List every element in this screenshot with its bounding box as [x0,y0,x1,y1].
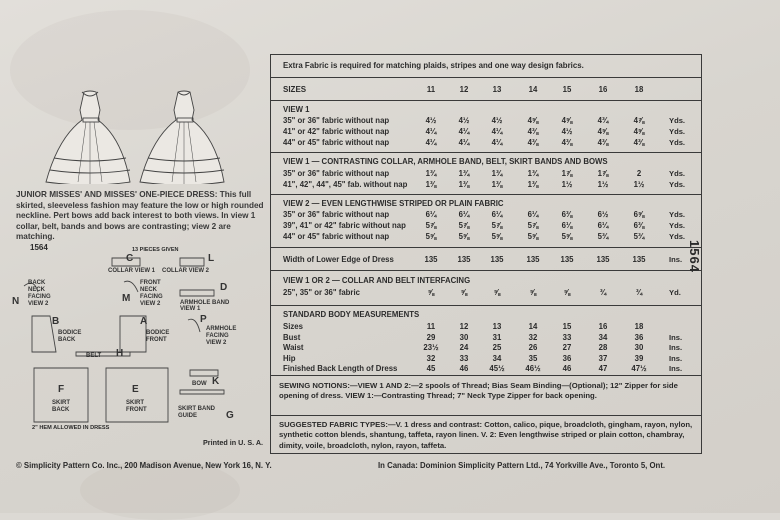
table-cell: ⅝ [427,288,435,297]
table-cell: 4½ [458,116,470,125]
row-unit: Yds. [669,127,686,136]
table-cell: 34 [492,353,502,363]
table-cell: 135 [560,255,574,264]
divider [271,152,701,153]
table-cell: 4¾ [597,116,609,125]
table-cell: 6¼ [491,210,503,219]
table-cell: 4⅜ [527,138,539,147]
table-cell: 1½ [597,180,609,189]
table-cell: 6¼ [425,210,437,219]
table-cell: 33 [562,332,572,342]
piece-n: N [12,296,20,307]
footer-copyright: © Simplicity Pattern Co. Inc., 200 Madison Avenue, New York 16, N. Y. [16,461,272,470]
table-cell: 135 [526,255,540,264]
piece-h: H [116,348,124,359]
table-cell: 5⅝ [425,232,437,241]
table-cell: 135 [632,255,646,264]
table-cell: 4¼ [491,127,503,136]
table-cell: 36 [634,332,644,342]
table-cell: 11 [426,322,436,331]
body-measurements-title: STANDARD BODY MEASUREMENTS [283,310,420,319]
table-cell: 5⅝ [561,232,573,241]
table-cell: 45½ [489,364,505,373]
row-label: 41", 42", 44", 45" fab. without nap [283,180,408,189]
piece-p: P [200,314,207,325]
row-label: Sizes [283,322,303,331]
table-cell: 135 [596,255,610,264]
table-cell: 47½ [631,364,647,373]
table-cell: 4⅜ [597,138,609,147]
piece-b-label: BODICE BACK [58,330,82,343]
view1-title: VIEW 1 [283,105,310,114]
piece-b: B [52,316,60,327]
table-cell: 5⅞ [425,221,437,230]
table-cell: 5⅞ [527,221,539,230]
table-cell: 1⅞ [561,169,573,178]
row-unit: Yds. [669,169,686,178]
table-cell: 32 [426,353,436,363]
view2-title: VIEW 2 — EVEN LENGTHWISE STRIPED OR PLAIN FABRIC [283,199,504,208]
table-cell: 2 [636,169,642,178]
row-label: 35" or 36" fabric without nap [283,210,390,219]
piece-a-label: BODICE FRONT [146,330,170,343]
table-cell: 32 [528,332,538,342]
table-cell: 4¼ [425,127,437,136]
table-cell: 135 [457,255,471,264]
table-cell: 46½ [525,364,541,373]
row-unit: Ins. [669,353,683,363]
table-cell: 27 [562,343,572,352]
table-cell: 16 [598,322,608,331]
table-cell: ⅝ [529,288,537,297]
interfacing-title: VIEW 1 OR 2 — COLLAR AND BELT INTERFACING [283,276,471,285]
size-header: 16 [598,85,608,94]
table-cell: 35 [528,353,538,363]
table-cell: 29 [426,332,436,342]
table-cell: 46 [459,364,469,373]
table-cell: 31 [492,332,502,342]
pieces-given: 13 PIECES GIVEN [132,247,179,253]
row-unit: Ins. [669,343,683,352]
row-label: 41" or 42" fabric without nap [283,127,390,136]
divider [271,375,701,376]
hem-note: 2" HEM ALLOWED IN DRESS [32,425,110,431]
table-cell: 5¾ [633,232,645,241]
pattern-description-text: This full skirted, sleeveless fashion may feature the low or high rounded neckline. Pert bows add back interest to both views. In view 1 collar, belt, bands and bows are contrasting; view 2 are matching. [16,190,264,242]
piece-m: M [122,293,131,304]
table-cell: 5⅝ [527,232,539,241]
table-cell: 37 [598,353,608,363]
view1-contrast-title: VIEW 1 — CONTRASTING COLLAR, ARMHOLE BAND, BELT, SKIRT BANDS AND BOWS [283,157,608,166]
table-cell: 23½ [423,343,439,352]
piece-c: C [126,253,134,264]
divider [271,247,701,248]
row-unit: Ins. [669,332,683,342]
table-cell: 4¼ [458,127,470,136]
table-cell: 4⅝ [633,127,645,136]
table-cell: 24 [459,343,469,352]
table-cell: 1¾ [527,169,539,178]
piece-k: K [212,376,220,387]
table-cell: 1¾ [425,169,437,178]
row-label: Bust [283,332,301,342]
table-cell: 5⅝ [491,232,503,241]
row-unit: Yds. [669,116,686,125]
table-cell: 26 [528,343,538,352]
sewing-notions: SEWING NOTIONS:—VIEW 1 AND 2:—2 spools of Thread; Bias Seam Binding—(Optional); 12" Zipper for side opening of dress. VIEW 1:—Contrasting Thread; 7" Neck Type Zipper for back opening. [279,381,678,401]
table-cell: 6⅜ [633,221,645,230]
row-label: Width of Lower Edge of Dress [283,255,394,264]
sizes-label: SIZES [283,85,307,94]
piece-l: L [208,253,215,264]
table-cell: 6¼ [597,221,609,230]
table-cell: 5¾ [597,232,609,241]
piece-m-label: FRONT NECK FACING VIEW 2 [140,280,163,307]
row-label: 44" or 45" fabric without nap [283,232,390,241]
size-header: 11 [426,85,436,94]
size-header: 15 [562,85,572,94]
row-label: 25", 35" or 36" fabric [283,288,360,297]
row-label: 35" or 36" fabric without nap [283,169,390,178]
table-cell: 33 [459,353,469,363]
piece-g-label: SKIRT BAND GUIDE [178,406,215,419]
table-cell: 4½ [561,127,573,136]
table-cell: 18 [634,322,644,331]
yardage-table [270,54,702,454]
suggested-fabric-types: SUGGESTED FABRIC TYPES:—V. 1 dress and contrast: Cotton, calico, pique, broadcloth, gingham, rayon, nylon, synthetic cotton blends, shantung, taffeta, rayon linen. V. 2: Even lengthwise striped or plain cotton, chambray, dimity, voile, broadcloth, nylon, rayon, taffeta. [279,420,693,450]
row-label: Waist [283,343,304,352]
table-cell: 6¼ [458,210,470,219]
table-cell: 4½ [425,116,437,125]
table-cell: 4½ [491,116,503,125]
table-cell: 1¾ [458,169,470,178]
piece-g: G [226,410,234,421]
table-cell: 6⅜ [561,210,573,219]
table-cell: ¾ [599,288,607,297]
table-cell: 1⅞ [597,169,609,178]
pattern-title: JUNIOR MISSES' AND MISSES' ONE-PIECE DRESS: [16,190,218,199]
table-cell: 5⅝ [458,232,470,241]
footer-canada: In Canada: Dominion Simplicity Pattern Ltd., 74 Yorkville Ave., Toronto 5, Ont. [378,461,666,470]
printed-in-usa: Printed in U. S. A. [203,438,264,447]
size-header: 14 [528,85,538,94]
table-cell: 25 [492,343,502,352]
row-unit: Yds. [669,138,686,147]
row-label: Finished Back Length of Dress [283,364,398,373]
table-cell: 15 [562,322,572,331]
table-cell: 6⅝ [633,210,645,219]
row-label: 35" or 36" fabric without nap [283,116,390,125]
table-cell: 1⅜ [527,180,539,189]
row-unit: Yds. [669,180,686,189]
row-unit: Yd. [669,288,681,297]
table-cell: 6¼ [527,210,539,219]
piece-f-label: SKIRT BACK [52,400,70,413]
table-cell: 4⅝ [597,127,609,136]
table-cell: 4¼ [491,138,503,147]
piece-e-label: SKIRT FRONT [126,400,147,413]
pattern-number-small: 1564 [30,243,48,252]
table-cell: 4¼ [458,138,470,147]
divider [271,305,701,306]
piece-n-label: BACK NECK FACING VIEW 2 [28,280,51,307]
table-cell: 13 [492,322,502,331]
table-cell: 4⅞ [633,116,645,125]
table-cell: 45 [426,364,436,373]
row-unit: Yds. [669,232,686,241]
table-cell: ⅝ [460,288,468,297]
table-cell: 14 [528,322,538,331]
table-cell: 1½ [561,180,573,189]
table-cell: 5⅞ [491,221,503,230]
piece-l-label: COLLAR VIEW 2 [162,268,210,274]
table-cell: 4⅝ [561,116,573,125]
table-cell: 36 [562,353,572,363]
piece-d: D [220,282,228,293]
table-cell: 1⅜ [491,180,503,189]
divider [271,100,701,101]
piece-e: E [132,384,139,395]
piece-h-label: BELT [86,353,102,359]
table-cell: 1⅜ [425,180,437,189]
table-cell: 1½ [633,180,645,189]
divider [271,77,701,78]
row-unit: Yds. [669,221,686,230]
piece-p-label: ARMHOLE FACING VIEW 2 [206,326,237,346]
table-cell: 4⅜ [527,127,539,136]
table-cell: 46 [562,364,572,373]
table-cell: 6⅛ [561,221,573,230]
table-cell: 47 [598,364,608,373]
piece-k-label: BOW [192,381,207,387]
table-cell: 4⅜ [633,138,645,147]
piece-f: F [58,384,65,395]
table-cell: 28 [598,343,608,352]
row-label: 44" or 45" fabric without nap [283,138,390,147]
row-label: Hip [283,353,296,363]
table-cell: 12 [459,322,469,331]
table-cell: 30 [634,343,644,352]
piece-a: A [140,316,148,327]
pattern-number-side: 1564 [687,240,702,273]
table-cell: ⅝ [563,288,571,297]
table-cell: 1¾ [491,169,503,178]
piece-c-label: COLLAR VIEW 1 [108,268,156,274]
dress-illustrations [40,88,230,184]
divider [271,415,701,416]
row-unit: Yds. [669,210,686,219]
table-cell: ¾ [635,288,643,297]
table-cell: 34 [598,332,608,342]
divider [271,194,701,195]
pattern-description [16,190,264,243]
row-unit: Ins. [669,364,683,373]
size-header: 13 [492,85,502,94]
divider [271,270,701,271]
table-cell: ⅝ [493,288,501,297]
table-cell: 39 [634,353,644,363]
table-cell: 4⅜ [561,138,573,147]
table-cell: 4⅝ [527,116,539,125]
row-label: 39", 41" or 42" fabric without nap [283,221,406,230]
table-cell: 6½ [597,210,609,219]
table-cell: 1⅜ [458,180,470,189]
table-cell: 135 [424,255,438,264]
extra-fabric-note: Extra Fabric is required for matching plaids, stripes and one way design fabrics. [283,61,584,70]
table-cell: 4¼ [425,138,437,147]
row-unit: Ins. [669,255,683,264]
table-cell: 135 [490,255,504,264]
size-header: 18 [634,85,644,94]
size-header: 12 [459,85,469,94]
table-cell: 5⅞ [458,221,470,230]
piece-d-label: ARMHOLE BAND VIEW 1 [180,300,230,312]
table-cell: 30 [459,332,469,342]
